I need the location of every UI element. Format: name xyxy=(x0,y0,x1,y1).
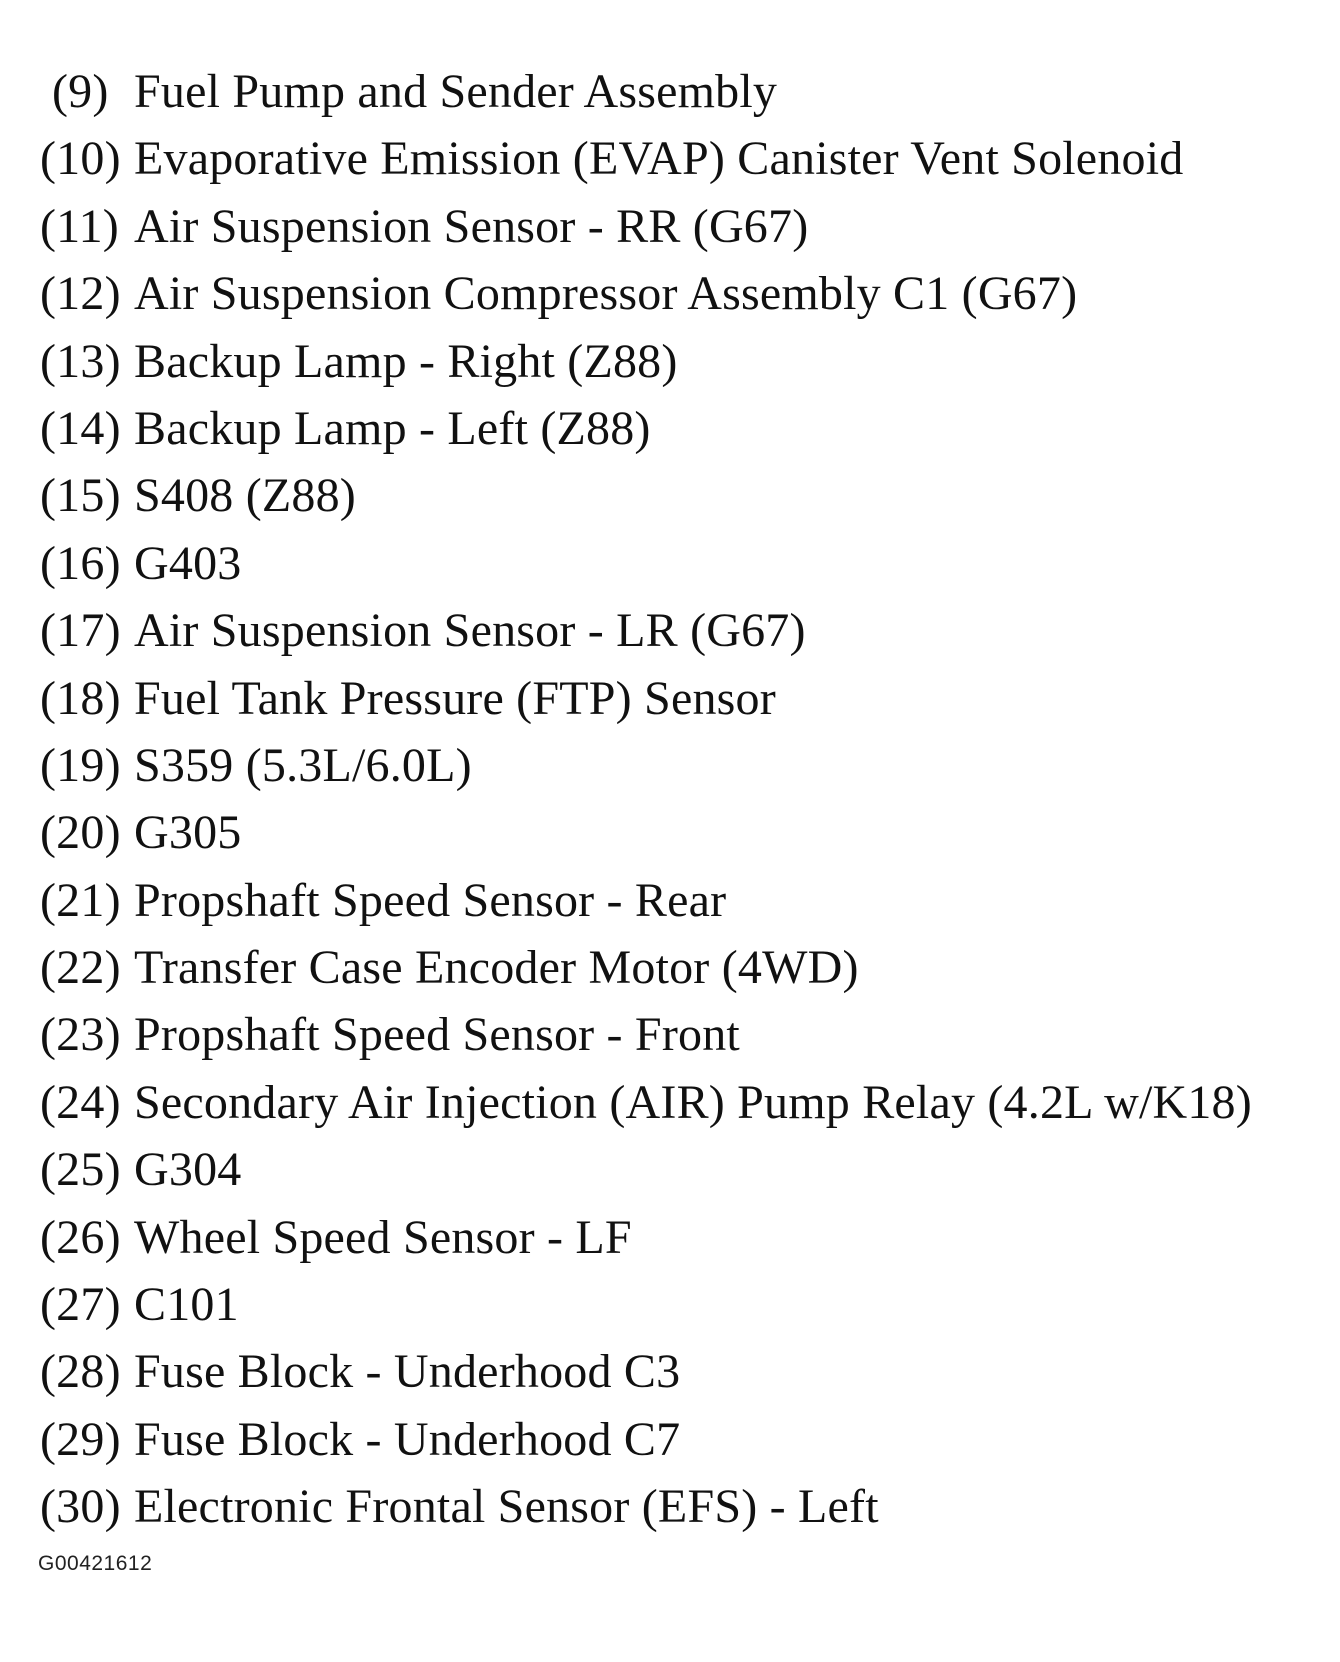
legend-item-label: Propshaft Speed Sensor - Front xyxy=(134,1008,740,1062)
legend-item xyxy=(40,1204,1330,1271)
legend-item xyxy=(40,530,1330,597)
legend-item xyxy=(40,260,1330,327)
legend-item-label: Secondary Air Injection (AIR) Pump Relay (4.2L w/K18) xyxy=(134,1075,1252,1129)
legend-item-label: Backup Lamp - Right (Z88) xyxy=(134,334,678,388)
legend-item-label: Wheel Speed Sensor - LF xyxy=(134,1210,632,1264)
legend-item-label: G403 xyxy=(134,536,242,590)
legend-item xyxy=(40,1406,1330,1473)
legend-item-number: (26) xyxy=(40,1210,121,1264)
legend-item-number: (14) xyxy=(40,401,121,455)
legend-item-label: C101 xyxy=(134,1278,239,1332)
legend-item-label: G305 xyxy=(134,806,242,860)
legend-item-number: (15) xyxy=(40,469,121,523)
legend-item xyxy=(40,1338,1330,1405)
legend-item-number: (18) xyxy=(40,671,121,725)
legend-item-label: Propshaft Speed Sensor - Rear xyxy=(134,873,727,927)
legend-item xyxy=(40,1473,1330,1540)
legend-item xyxy=(40,597,1330,664)
legend-item-number: (11) xyxy=(40,199,119,253)
legend-item-label: G304 xyxy=(134,1143,242,1197)
legend-item-label: S359 (5.3L/6.0L) xyxy=(134,738,472,792)
legend-item-label: Fuse Block - Underhood C3 xyxy=(134,1345,681,1399)
legend-item-number: (29) xyxy=(40,1412,121,1466)
legend-item-number: (27) xyxy=(40,1278,121,1332)
legend-item xyxy=(40,732,1330,799)
legend-item-label: Electronic Frontal Sensor (EFS) - Left xyxy=(134,1480,879,1534)
figure-id: G00421612 xyxy=(38,1552,153,1575)
legend-item-label: Air Suspension Sensor - RR (G67) xyxy=(134,199,809,253)
legend-item xyxy=(40,58,1330,125)
legend-item xyxy=(40,1136,1330,1203)
legend-item xyxy=(40,665,1330,732)
legend-item xyxy=(40,1271,1330,1338)
legend-item-label: Air Suspension Sensor - LR (G67) xyxy=(134,604,806,658)
legend-item-number: (24) xyxy=(40,1075,121,1129)
legend-item xyxy=(40,799,1330,866)
legend-item-number: (19) xyxy=(40,738,121,792)
legend-item xyxy=(40,395,1330,462)
legend-item xyxy=(40,193,1330,260)
legend-item xyxy=(40,125,1330,192)
legend-item-number: (23) xyxy=(40,1008,121,1062)
legend-item-number: (20) xyxy=(40,806,121,860)
legend-item-label: S408 (Z88) xyxy=(134,469,356,523)
legend-item-number: (12) xyxy=(40,267,121,321)
legend-item xyxy=(40,1069,1330,1136)
legend-item-number: (25) xyxy=(40,1143,121,1197)
legend-item-number: (17) xyxy=(40,604,121,658)
legend-item-number: (21) xyxy=(40,873,121,927)
legend-item-label: Transfer Case Encoder Motor (4WD) xyxy=(134,941,859,995)
legend-item-number: (30) xyxy=(40,1480,121,1534)
legend-item xyxy=(40,328,1330,395)
legend-item-label: Evaporative Emission (EVAP) Canister Vent Solenoid xyxy=(134,132,1184,186)
legend-item-label: Air Suspension Compressor Assembly C1 (G67) xyxy=(134,267,1078,321)
legend-item-label: Fuel Tank Pressure (FTP) Sensor xyxy=(134,671,776,725)
legend-item-number: (22) xyxy=(40,941,121,995)
legend-item-label: Fuse Block - Underhood C7 xyxy=(134,1412,681,1466)
legend-item-number: (28) xyxy=(40,1345,121,1399)
legend-item xyxy=(40,1001,1330,1068)
legend-item xyxy=(40,867,1330,934)
legend-item-number: (9) xyxy=(52,65,109,118)
legend-item xyxy=(40,934,1330,1001)
legend-item xyxy=(40,462,1330,529)
legend-item-number: (10) xyxy=(40,132,121,186)
legend-item-number: (16) xyxy=(40,536,121,590)
legend-item-label: Backup Lamp - Left (Z88) xyxy=(134,401,651,455)
component-legend-list xyxy=(40,58,1330,1541)
legend-item-label: Fuel Pump and Sender Assembly xyxy=(134,65,778,118)
legend-item-number: (13) xyxy=(40,334,121,388)
